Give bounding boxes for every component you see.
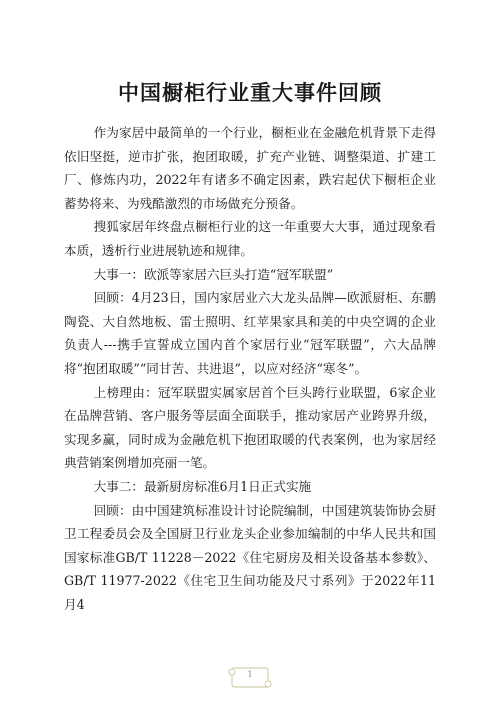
paragraph: 上榜理由：冠军联盟实属家居首个巨头跨行业联盟，6家企业在品牌营销、客户服务等层面全面联手，推动家居产业跨界升级，实现多赢，同时成为金融危机下抱团取暖的代表案例，也为家居经典营销案例增加亮丽一笔。 [64,384,436,471]
paragraph: 回顾：4月23日，国内家居业六大龙头品牌—欧派厨柜、东鹏陶瓷、大自然地板、雷士照明、红苹果家具和美的中央空调的企业负责人---携手宣誓成立国内首个家居行业“冠军联盟”，六大品牌将“抱团取暖”“同甘苦、共进退”，以应对经济“寒冬”。 [64,290,436,376]
section-heading: 大事一：欧派等家居六巨头打造“冠军联盟” [93,266,334,282]
section-heading: 大事二：最新厨房标准6月1日正式实施 [93,478,312,494]
paragraph: 作为家居中最简单的一个行业，橱柜业在金融危机背景下走得依旧坚挺，逆市扩张，抱团取暖，扩充产业链、调整渠道、扩建工厂、修炼内功，2022年有诸多不确定因素，跌宕起伏下橱柜企业蓄势将来、为残酷激烈的市场做充分预备。 [64,125,436,211]
paragraph: 回顾：由中国建筑标准设计讨论院编制，中国建筑装饰协会厨卫工程委员会及全国厨卫行业龙头企业参加编制的中华人民共和国国家标准GB/T 11228－2022《住宅厨房及相关设备基本参数》、GB/T 11977-2022《住宅卫生间功能及尺寸系列》于2022年11月4 [64,502,436,612]
page-number: 1 [247,670,253,679]
document-body [64,121,436,616]
page-number-badge [226,664,274,690]
document-title: 中国橱柜行业重大事件回顾 [118,81,382,105]
paragraph: 搜狐家居年终盘点橱柜行业的这一年重要大大事，通过现象看本质，透析行业进展轨迹和规律。 [64,219,436,258]
